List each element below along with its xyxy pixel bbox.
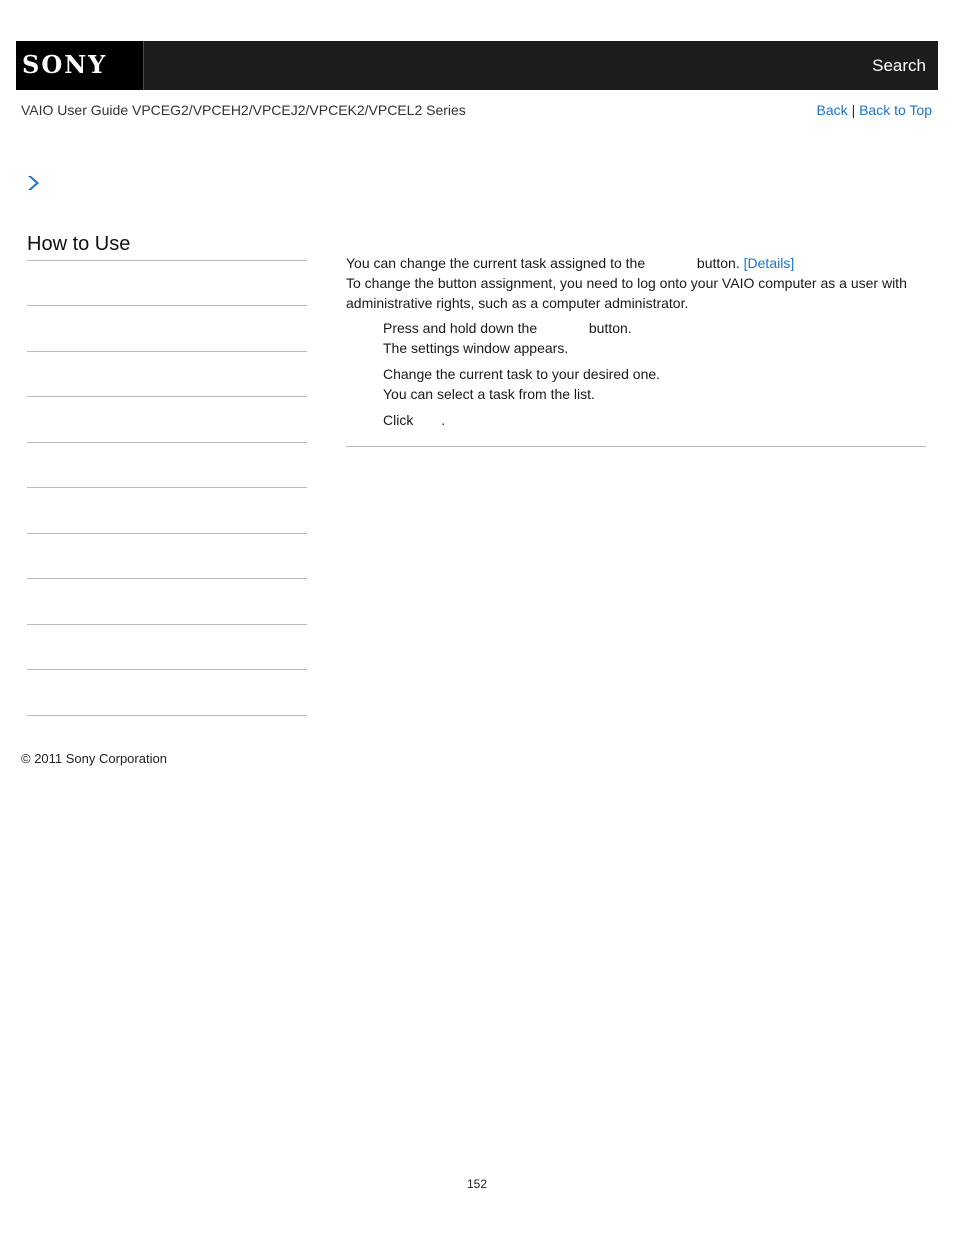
sony-logo[interactable] (16, 41, 144, 90)
link-separator: | (851, 102, 856, 118)
main-content (346, 253, 926, 430)
step-3-text: Click (383, 412, 414, 428)
sidebar-divider (27, 487, 307, 488)
sidebar-divider (27, 624, 307, 625)
header-bar (16, 41, 938, 90)
chevron-right-icon[interactable] (25, 175, 41, 191)
sidebar-divider (27, 351, 307, 352)
sidebar-divider (27, 669, 307, 670)
intro-text: You can change the current task assigned to the (346, 255, 646, 271)
search-link[interactable]: Search (872, 56, 926, 75)
sidebar-heading[interactable]: How to Use (27, 233, 131, 255)
sidebar-divider (27, 533, 307, 534)
sidebar-divider (27, 396, 307, 397)
sidebar-divider (27, 715, 307, 716)
guide-title: VAIO User Guide VPCEG2/VPCEH2/VPCEJ2/VPCEK2/VPCEL2 Series (21, 102, 466, 118)
content-divider (346, 446, 926, 447)
page-number: 152 (466, 1177, 488, 1191)
intro-paragraph (346, 253, 926, 273)
intro-text-end: button. (696, 255, 740, 271)
step-1-text-end: button. (588, 320, 632, 336)
sidebar-divider (27, 442, 307, 443)
top-nav-links (817, 102, 932, 118)
back-link[interactable]: Back (816, 102, 848, 118)
step-2: Change the current task to your desired one. (383, 366, 661, 382)
sidebar-divider (27, 260, 307, 261)
step-1-note: The settings window appears. (383, 340, 569, 356)
sidebar-divider (27, 305, 307, 306)
logo-text: SONY (22, 50, 108, 79)
details-link[interactable]: [Details] (743, 255, 795, 271)
step-1 (346, 318, 926, 338)
back-to-top-link[interactable]: Back to Top (859, 102, 932, 118)
step-1-text: Press and hold down the (383, 320, 538, 336)
step-3-text-end: . (441, 412, 446, 428)
step-2-note: You can select a task from the list. (383, 386, 595, 402)
sidebar-divider (27, 578, 307, 579)
copyright: © 2011 Sony Corporation (21, 751, 167, 766)
rights-paragraph: To change the button assignment, you need to log onto your VAIO computer as a user with administrative rights, such as a computer administrator. (346, 275, 907, 311)
step-3 (346, 410, 926, 430)
